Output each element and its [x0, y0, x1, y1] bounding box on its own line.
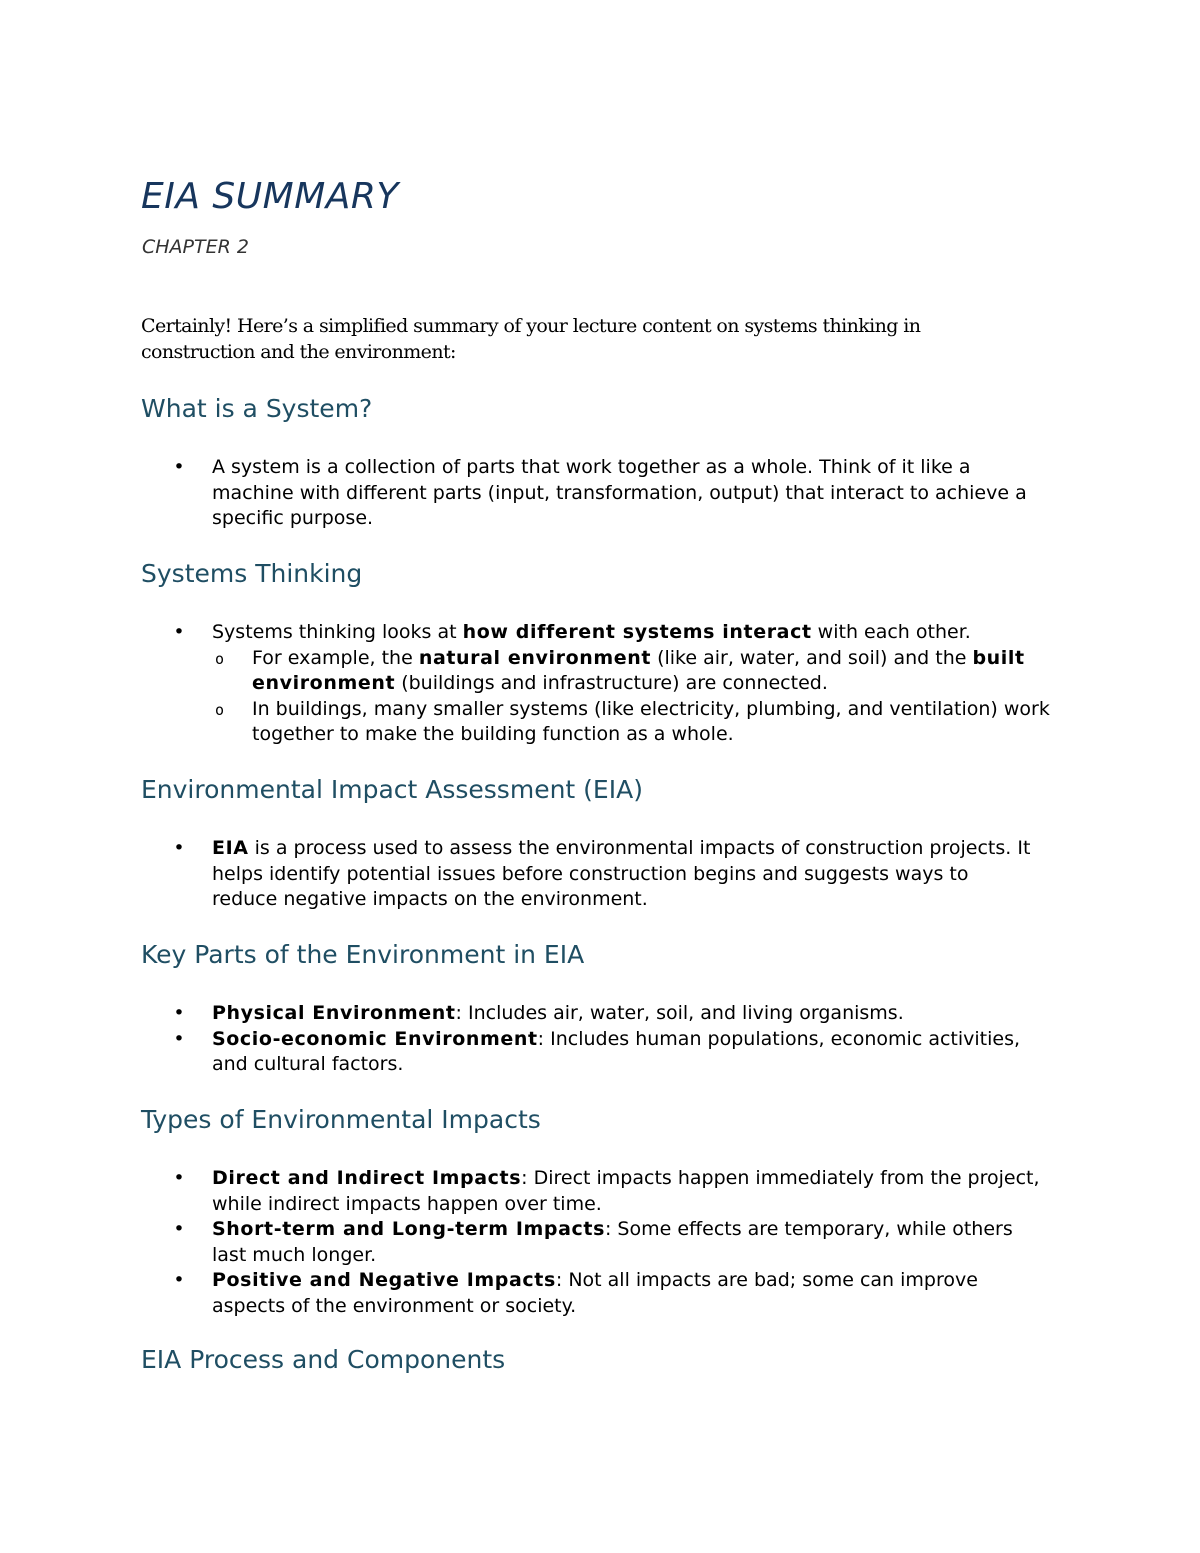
- list-item-text-post: is a process used to assess the environmental impacts of construction projects. It helps identify potential issues before construction begins and suggests ways to reduce negative impacts on the environment.: [212, 837, 1031, 910]
- heading-systems-thinking: Systems Thinking: [141, 559, 363, 588]
- list-item: [172, 836, 1032, 913]
- sub-item-bold-natural: natural environment: [418, 646, 652, 669]
- bullet-icon: •: [173, 1269, 185, 1291]
- list-item: [172, 620, 1052, 748]
- list-item-text-post: with each other.: [811, 621, 971, 643]
- list-item-text-pre: Systems thinking looks at: [212, 621, 463, 643]
- heading-eia-process: EIA Process and Components: [141, 1345, 506, 1374]
- bullet-icon: •: [173, 837, 185, 859]
- sub-item-text: In buildings, many smaller systems (like electricity, plumbing, and ventilation) work together to make the building function as a whole.: [252, 697, 1050, 745]
- list-item: [172, 455, 1052, 532]
- circle-bullet-icon: o: [215, 700, 225, 719]
- impacts-list: [172, 1166, 1042, 1319]
- heading-types-of-impacts: Types of Environmental Impacts: [141, 1105, 541, 1134]
- list-item: [172, 1217, 1042, 1268]
- intro-paragraph: Certainly! Here’s a simplified summary of your lecture content on systems thinking in construction and the environment:: [141, 315, 921, 363]
- list-item-text-post: : Direct impacts happen immediately from the project, while indirect impacts happen over time.: [212, 1167, 1040, 1215]
- list-item-text-post: : Some effects are temporary, while others last much longer.: [212, 1218, 1013, 1266]
- system-list: [172, 455, 1052, 532]
- sub-item-text-post: (buildings and infrastructure) are connected.: [395, 672, 828, 694]
- list-item-bold: Physical Environment: [212, 1002, 456, 1024]
- eia-list: [172, 836, 1032, 913]
- heading-eia: Environmental Impact Assessment (EIA): [141, 775, 643, 804]
- sub-item-text-mid: (like air, water, and soil) and the: [651, 646, 973, 669]
- bullet-icon: •: [173, 1002, 185, 1024]
- sub-item-bold-built: built environment: [252, 646, 1025, 694]
- list-item: [172, 1027, 1032, 1078]
- list-item: [172, 1268, 1042, 1319]
- list-item-text-post: : Includes human populations, economic activities, and cultural factors.: [212, 1027, 1021, 1075]
- document-title: EIA SUMMARY: [141, 176, 399, 217]
- sub-list-item: [212, 697, 1052, 748]
- list-item-text-post: : Not all impacts are bad; some can improve aspects of the environment or society.: [212, 1269, 978, 1317]
- bullet-icon: •: [173, 1167, 185, 1189]
- heading-what-is-a-system: What is a System?: [141, 394, 373, 423]
- sub-list-item: [212, 646, 1052, 697]
- list-item-bold: EIA: [212, 837, 249, 859]
- list-item-text-post: : Includes air, water, soil, and living organisms.: [455, 1002, 904, 1024]
- list-item-bold: Positive and Negative Impacts: [212, 1269, 556, 1291]
- heading-key-parts: Key Parts of the Environment in EIA: [141, 940, 585, 969]
- list-item-bold: how different systems interact: [462, 621, 812, 643]
- bullet-icon: •: [173, 456, 185, 478]
- document-subtitle: CHAPTER 2: [142, 236, 249, 258]
- list-item-bold: Short-term and Long-term Impacts: [212, 1218, 605, 1240]
- thinking-sublist: [212, 646, 1052, 748]
- list-item: [172, 1166, 1042, 1217]
- sub-item-text-pre: For example, the: [252, 646, 419, 669]
- bullet-icon: •: [173, 621, 185, 643]
- bullet-icon: •: [173, 1218, 185, 1240]
- thinking-list: [172, 620, 1052, 748]
- list-item-bold: Socio-economic Environment: [212, 1027, 538, 1050]
- bullet-icon: •: [173, 1027, 185, 1050]
- parts-list: [172, 1001, 1032, 1078]
- list-item-bold: Direct and Indirect Impacts: [212, 1167, 522, 1189]
- list-item-text: A system is a collection of parts that work together as a whole. Think of it like a machine with different parts (input, transformation, output) that interact to achieve a specific purpose.: [212, 456, 1027, 529]
- circle-bullet-icon: o: [215, 649, 225, 668]
- list-item: [172, 1001, 1032, 1027]
